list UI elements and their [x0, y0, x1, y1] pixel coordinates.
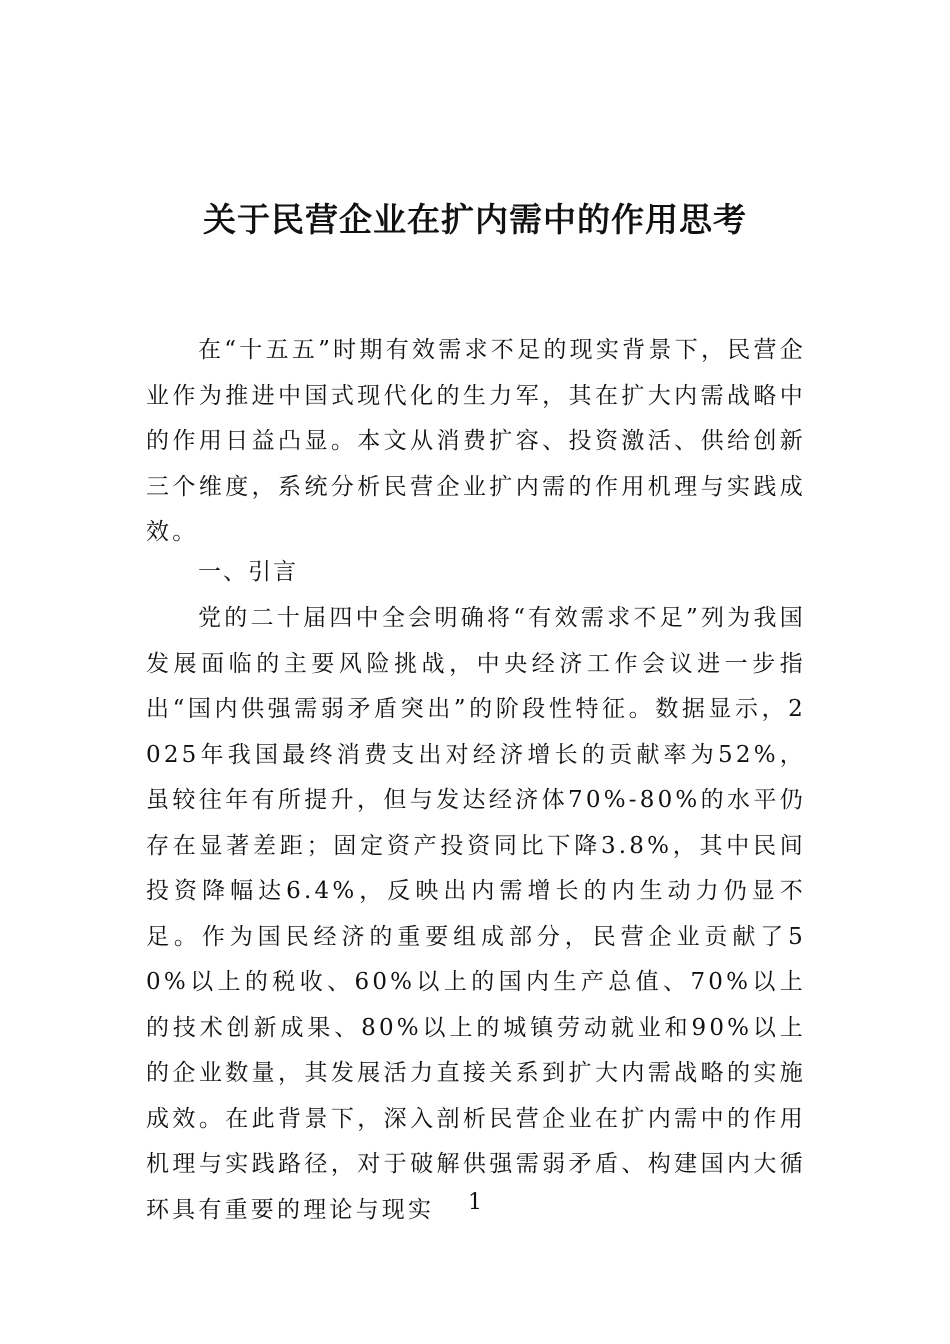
abstract-block — [146, 328, 806, 556]
introduction-paragraph: 党的二十届四中全会明确将“有效需求不足”列为我国发展面临的主要风险挑战，中央经济工作会议进一步指出“国内供强需弱矛盾突出”的阶段性特征。数据显示，2025年我国最终消费支出对经济增长的贡献率为52%，虽较往年有所提升，但与发达经济体70%-80%的水平仍存在显著差距；固定资产投资同比下降3.8%，其中民间投资降幅达6.4%，反映出内需增长的内生动力仍显不足。作为国民经济的重要组成部分，民营企业贡献了50%以上的税收、60%以上的国内生产总值、70%以上的技术创新成果、80%以上的城镇劳动就业和90%以上的企业数量，其发展活力直接关系到扩大内需战略的实施成效。在此背景下，深入剖析民营企业在扩内需中的作用机理与实践路径，对于破解供强需弱矛盾、构建国内大循环具有重要的理论与现实 — [146, 605, 806, 1223]
abstract-paragraph: 在“十五五”时期有效需求不足的现实背景下，民营企业作为推进中国式现代化的生力军，其在扩大内需战略中的作用日益凸显。本文从消费扩容、投资激活、供给创新三个维度，系统分析民营企业扩内需的作用机理与实践成效。 — [146, 337, 806, 545]
introduction-block — [146, 596, 806, 1233]
section-heading: 一、引言 — [198, 559, 298, 585]
document-title: 关于民营企业在扩内需中的作用思考 — [203, 200, 747, 239]
page-number: 1 — [468, 1190, 482, 1215]
section-heading-block — [146, 550, 806, 596]
